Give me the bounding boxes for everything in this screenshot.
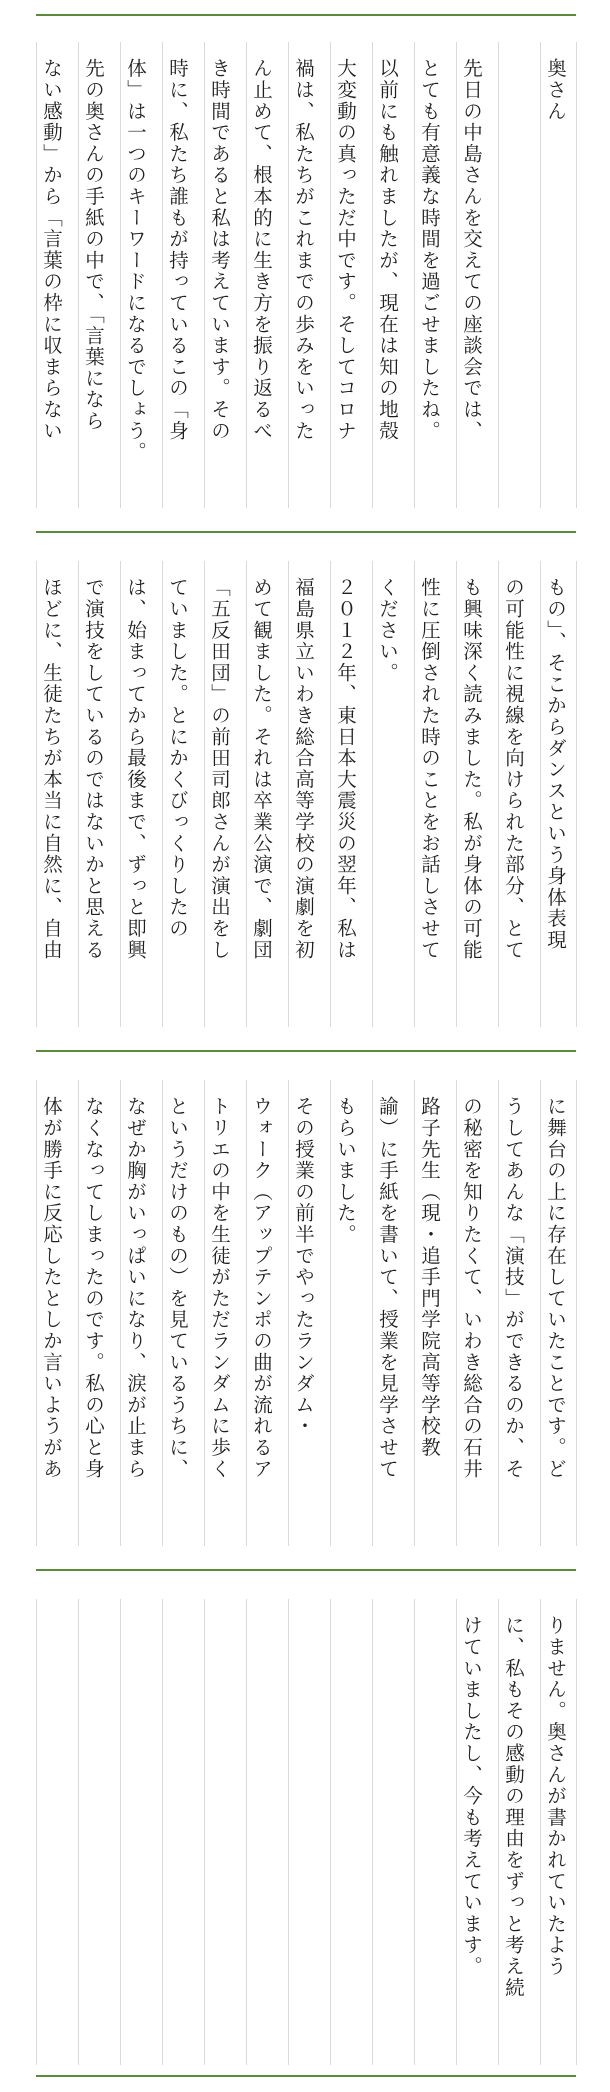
text-column: 福島県立いわき総合高等学校の演劇を初 (292, 577, 315, 961)
text-column: とても有意義な時間を過ごせましたね。 (418, 58, 441, 442)
text-column: もの」、そこからダンスという身体表現 (544, 577, 567, 951)
section-divider (36, 531, 576, 533)
text-column (165, 1575, 189, 2075)
column-separator (576, 42, 577, 508)
text-column (39, 1575, 63, 2075)
text-column (207, 1575, 231, 2075)
column-separator (576, 1080, 577, 1546)
text-column: ウォーク（アップテンポの曲が流れるア (250, 1096, 273, 1480)
text-column (417, 1575, 441, 2075)
column-separator (576, 561, 577, 1027)
text-panel (36, 1575, 576, 2075)
section-divider (36, 2075, 576, 2077)
text-column: 路子先生（現・追手門学院高等学校教 (418, 1096, 441, 1459)
text-column: ん止めて、根本的に生き方を振り返るべ (250, 58, 273, 442)
text-column: めて観ました。それは卒業公演で、劇団 (250, 577, 273, 961)
text-column: は、始まってから最後まで、ずっと即興 (124, 577, 147, 961)
text-column: 体」は一つのキーワードになるでしょう。 (124, 58, 147, 463)
text-column: 先日の中島さんを交えての座談会では、 (460, 58, 483, 442)
text-column: トリエの中を生徒がただランダムに歩く (208, 1096, 231, 1480)
text-panel (36, 1056, 576, 1556)
text-column (333, 1575, 357, 2075)
text-column: 大変動の真っただ中です。そしてコロナ (334, 58, 357, 442)
text-column: なくなってしまったのです。私の心と身 (82, 1096, 105, 1480)
text-column: ください。 (376, 577, 399, 684)
text-column: 時に、私たち誰もが持っているこの「身 (166, 58, 189, 442)
text-column: 性に圧倒された時のことをお話しさせて (418, 577, 441, 961)
text-column: 諭）に手紙を書いて、授業を見学させて (376, 1096, 399, 1480)
text-column: の秘密を知りたくて、いわき総合の石井 (460, 1096, 483, 1480)
text-column: けていましたし、今も考えています。 (460, 1615, 483, 1978)
text-column: ない感動」から「言葉の枠に収まらない (40, 58, 63, 442)
section-divider (36, 1050, 576, 1052)
text-column (291, 1575, 315, 2075)
text-column: 体が勝手に反応したとしか言いようがあ (40, 1096, 63, 1480)
text-column: 奥さん (544, 58, 567, 122)
text-column: 先の奥さんの手紙の中で、「言葉になら (82, 58, 105, 432)
text-column: 以前にも触れましたが、現在は知の地殻 (376, 58, 399, 442)
text-column: で演技をしているのではないかと思える (82, 577, 105, 961)
text-column: りません。奥さんが書かれていたよう (544, 1615, 567, 1978)
text-panel (36, 537, 576, 1037)
text-column: というだけのもの）を見ているうちに、 (166, 1096, 189, 1480)
text-column: に、私もその感動の理由をずっと考え続 (502, 1615, 525, 1999)
text-column: ２０１２年、東日本大震災の翌年、私は (334, 577, 357, 961)
text-column (249, 1575, 273, 2075)
text-column (123, 1575, 147, 2075)
text-column: もらいました。 (334, 1096, 357, 1246)
text-panel (36, 18, 576, 518)
section-divider (36, 1569, 576, 1571)
text-column: の可能性に視線を向けられた部分、とて (502, 577, 525, 961)
text-column: ていました。とにかくびっくりしたの (166, 577, 189, 940)
text-column: き時間であると私は考えています。その (208, 58, 231, 442)
text-column: 「五反田団」の前田司郎さんが演出をし (208, 577, 231, 961)
text-column: も興味深く読みました。私が身体の可能 (460, 577, 483, 961)
text-column: その授業の前半でやったランダム・ (292, 1096, 315, 1437)
section-divider (36, 14, 576, 16)
text-column (375, 1575, 399, 2075)
column-separator (576, 1599, 577, 2065)
text-column: うしてあんな「演技」ができるのか、そ (502, 1096, 525, 1480)
text-column (501, 18, 525, 518)
text-column (81, 1575, 105, 2075)
text-column: なぜか胸がいっぱいになり、涙が止まら (124, 1096, 147, 1480)
text-column: 禍は、私たちがこれまでの歩みをいった (292, 58, 315, 442)
text-column: ほどに、生徒たちが本当に自然に、自由 (40, 577, 63, 961)
text-column: に舞台の上に存在していたことです。ど (544, 1096, 567, 1480)
